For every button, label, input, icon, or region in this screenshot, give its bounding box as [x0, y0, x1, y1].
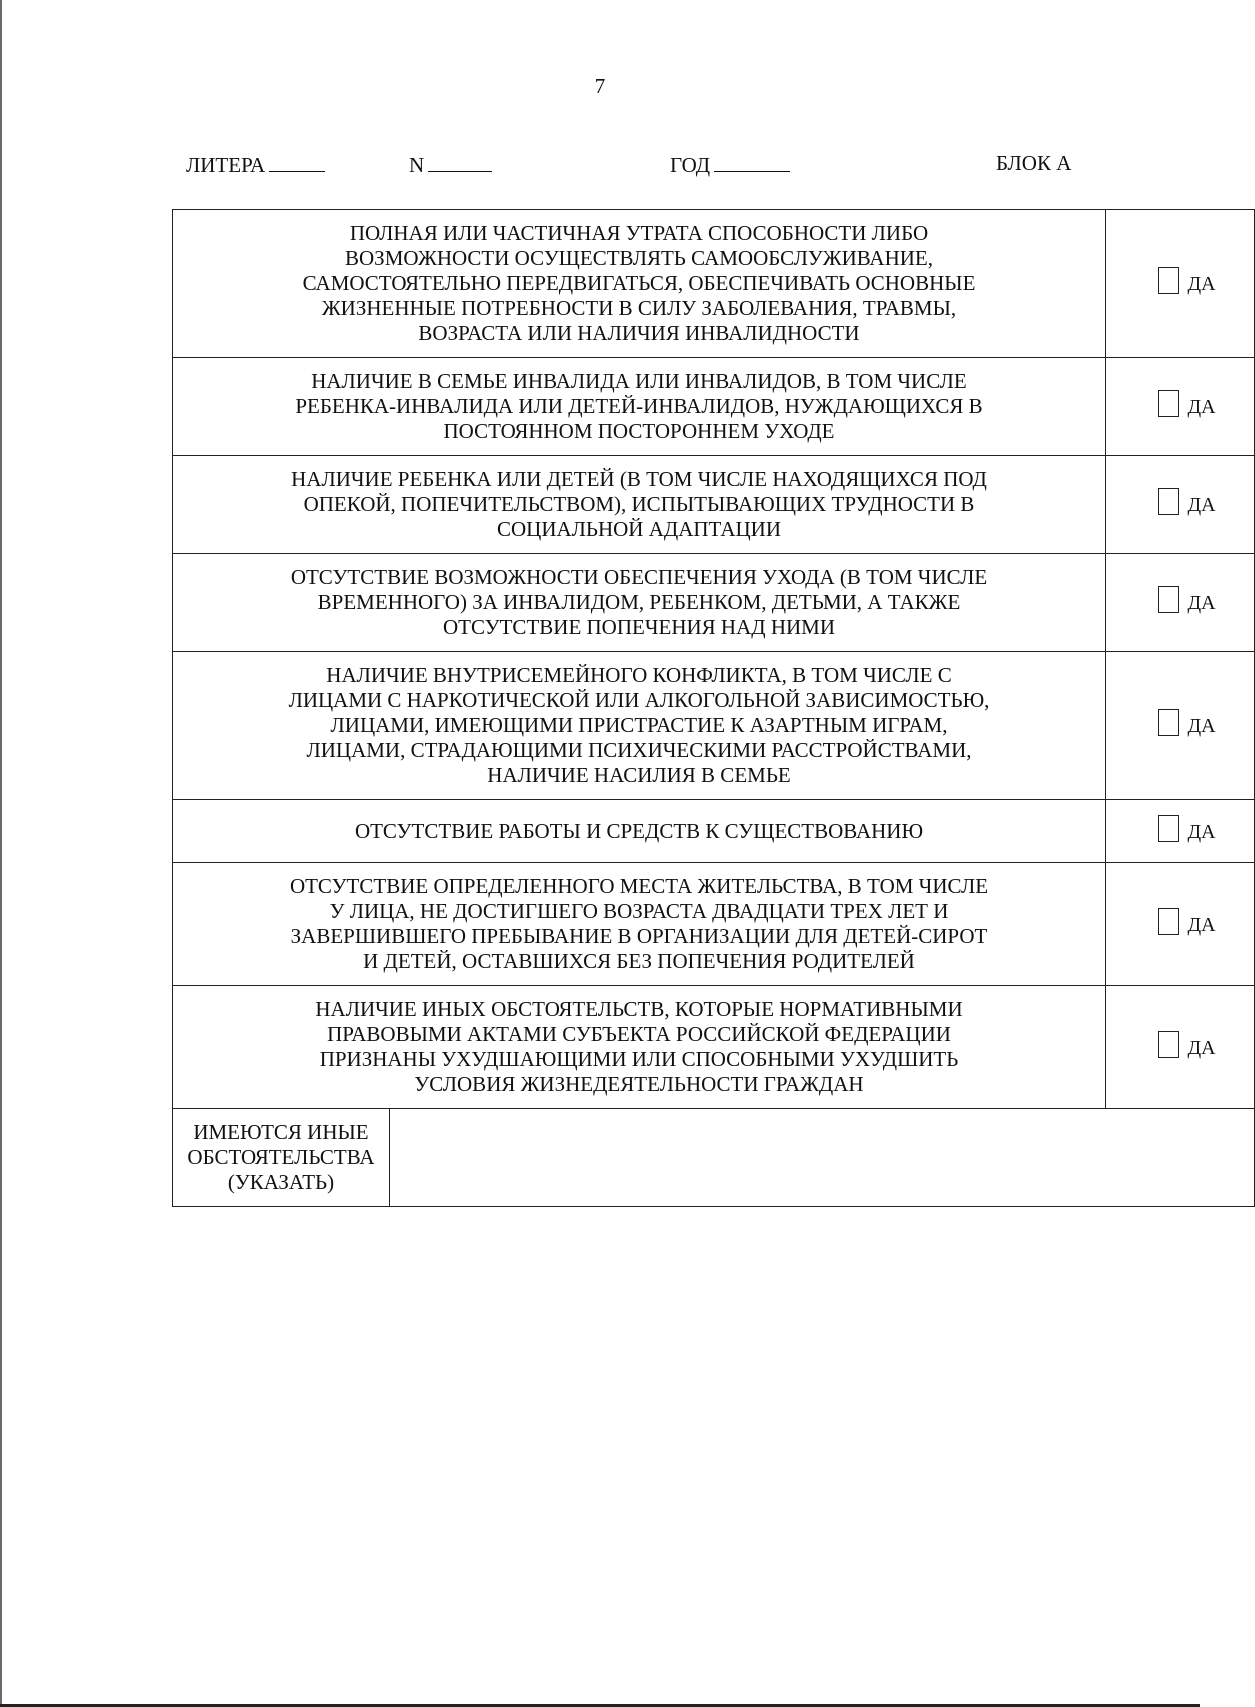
yes-label: ДА: [1187, 820, 1216, 843]
condition-line: ЖИЗНЕННЫЕ ПОТРЕБНОСТИ В СИЛУ ЗАБОЛЕВАНИЯ, ТРАВМЫ,: [321, 296, 957, 320]
yes-checkbox[interactable]: [1158, 709, 1179, 736]
answer-cell: [1106, 986, 1255, 1109]
yes-option[interactable]: [1158, 390, 1215, 417]
answer-cell: [1106, 554, 1255, 652]
yes-label: ДА: [1187, 494, 1216, 516]
condition-text: [173, 863, 1106, 986]
condition-line: ЛИЦАМИ, ИМЕЮЩИМИ ПРИСТРАСТИЕ К АЗАРТНЫМ ИГРАМ,: [330, 713, 948, 737]
condition-line: ПРАВОВЫМИ АКТАМИ СУБЪЕКТА РОССИЙСКОЙ ФЕДЕРАЦИИ: [327, 1022, 951, 1046]
litera-field: [186, 151, 325, 177]
yes-label: ДА: [1187, 913, 1216, 936]
condition-text: [173, 456, 1106, 554]
condition-row: [173, 800, 1255, 863]
yes-option[interactable]: [1158, 488, 1215, 515]
condition-row: [173, 986, 1255, 1109]
condition-line: У ЛИЦА, НЕ ДОСТИГШЕГО ВОЗРАСТА ДВАДЦАТИ ТРЕХ ЛЕТ И: [329, 899, 949, 923]
condition-row: [173, 456, 1255, 554]
scan-left-edge: [0, 0, 2, 1707]
condition-line: ОТСУТСТВИЕ ПОПЕЧЕНИЯ НАД НИМИ: [443, 615, 835, 639]
condition-line: ЛИЦАМИ С НАРКОТИЧЕСКОЙ ИЛИ АЛКОГОЛЬНОЙ ЗАВИСИМОСТЬЮ,: [288, 688, 990, 712]
condition-line: ОТСУТСТВИЕ ОПРЕДЕЛЕННОГО МЕСТА ЖИТЕЛЬСТВА, В ТОМ ЧИСЛЕ: [289, 874, 989, 898]
year-label: ГОД: [670, 153, 711, 177]
condition-line: ПОЛНАЯ ИЛИ ЧАСТИЧНАЯ УТРАТА СПОСОБНОСТИ ЛИБО: [349, 221, 929, 245]
condition-line: НАЛИЧИЕ В СЕМЬЕ ИНВАЛИДА ИЛИ ИНВАЛИДОВ, В ТОМ ЧИСЛЕ: [311, 369, 967, 393]
number-label: N: [409, 153, 425, 177]
yes-checkbox[interactable]: [1158, 390, 1179, 417]
yes-option[interactable]: [1158, 908, 1215, 935]
condition-text: [173, 210, 1106, 358]
condition-line: УСЛОВИЯ ЖИЗНЕДЕЯТЕЛЬНОСТИ ГРАЖДАН: [414, 1072, 864, 1096]
condition-line: ПРИЗНАНЫ УХУДШАЮЩИМИ ИЛИ СПОСОБНЫМИ УХУДШИТЬ: [319, 1047, 959, 1071]
condition-line: ОТСУТСТВИЕ РАБОТЫ И СРЕДСТВ К СУЩЕСТВОВАНИЮ: [354, 818, 924, 843]
other-circumstances-label: [173, 1109, 390, 1207]
condition-row: [173, 863, 1255, 986]
circumstances-rows: [173, 210, 1255, 1207]
answer-cell: [1106, 210, 1255, 358]
other-circumstances-row: [173, 1109, 1255, 1207]
yes-checkbox[interactable]: [1158, 267, 1179, 294]
yes-checkbox[interactable]: [1158, 488, 1179, 515]
circumstances-table: [172, 209, 1255, 1207]
other-label-line: (УКАЗАТЬ): [227, 1170, 335, 1194]
answer-cell: [1106, 456, 1255, 554]
condition-text: [173, 358, 1106, 456]
condition-text: [173, 554, 1106, 652]
yes-label: ДА: [1187, 592, 1216, 614]
year-blank[interactable]: [714, 151, 790, 172]
condition-line: ЛИЦАМИ, СТРАДАЮЩИМИ ПСИХИЧЕСКИМИ РАССТРОЙСТВАМИ,: [306, 738, 972, 762]
other-label-line: ИМЕЮТСЯ ИНЫЕ: [193, 1120, 369, 1144]
year-field: [670, 151, 790, 177]
answer-cell: [1106, 358, 1255, 456]
other-circumstances-field[interactable]: [390, 1109, 1255, 1207]
condition-text: [173, 986, 1106, 1109]
condition-row: [173, 652, 1255, 800]
condition-text: [173, 800, 1106, 863]
litera-label: ЛИТЕРА: [186, 153, 266, 177]
answer-cell: [1106, 652, 1255, 800]
yes-label: ДА: [1187, 273, 1216, 295]
condition-line: ОТСУТСТВИЕ ВОЗМОЖНОСТИ ОБЕСПЕЧЕНИЯ УХОДА (В ТОМ ЧИСЛЕ: [290, 565, 988, 589]
yes-option[interactable]: [1158, 815, 1215, 842]
condition-line: НАЛИЧИЕ ВНУТРИСЕМЕЙНОГО КОНФЛИКТА, В ТОМ ЧИСЛЕ С: [326, 663, 952, 687]
yes-checkbox[interactable]: [1158, 1031, 1179, 1058]
page-number: 7: [594, 74, 606, 98]
condition-line: ВОЗМОЖНОСТИ ОСУЩЕСТВЛЯТЬ САМООБСЛУЖИВАНИЕ,: [345, 246, 933, 270]
condition-row: [173, 554, 1255, 652]
yes-option[interactable]: [1158, 709, 1215, 736]
yes-checkbox[interactable]: [1158, 908, 1179, 935]
condition-row: [173, 210, 1255, 358]
condition-row: [173, 358, 1255, 456]
litera-blank[interactable]: [269, 151, 325, 172]
yes-label: ДА: [1187, 1036, 1216, 1059]
condition-line: НАЛИЧИЕ НАСИЛИЯ В СЕМЬЕ: [487, 763, 791, 787]
number-blank[interactable]: [428, 151, 492, 172]
yes-option[interactable]: [1158, 1031, 1215, 1058]
yes-checkbox[interactable]: [1158, 815, 1179, 842]
number-field: [409, 151, 492, 177]
condition-line: ВОЗРАСТА ИЛИ НАЛИЧИЯ ИНВАЛИДНОСТИ: [418, 321, 860, 345]
yes-option[interactable]: [1158, 586, 1215, 613]
condition-line: ВРЕМЕННОГО) ЗА ИНВАЛИДОМ, РЕБЕНКОМ, ДЕТЬМИ, А ТАКЖЕ: [317, 590, 961, 614]
answer-cell: [1106, 863, 1255, 986]
condition-line: ПОСТОЯННОМ ПОСТОРОННЕМ УХОДЕ: [443, 419, 835, 443]
condition-line: НАЛИЧИЕ ИНЫХ ОБСТОЯТЕЛЬСТВ, КОТОРЫЕ НОРМАТИВНЫМИ: [315, 997, 963, 1021]
condition-line: И ДЕТЕЙ, ОСТАВШИХСЯ БЕЗ ПОПЕЧЕНИЯ РОДИТЕЛЕЙ: [363, 949, 915, 973]
condition-line: НАЛИЧИЕ РЕБЕНКА ИЛИ ДЕТЕЙ (В ТОМ ЧИСЛЕ НАХОДЯЩИХСЯ ПОД: [291, 467, 987, 491]
other-label-line: ОБСТОЯТЕЛЬСТВА: [187, 1145, 375, 1169]
condition-line: РЕБЕНКА-ИНВАЛИДА ИЛИ ДЕТЕЙ-ИНВАЛИДОВ, НУЖДАЮЩИХСЯ В: [295, 394, 983, 418]
answer-cell: [1106, 800, 1255, 863]
condition-line: ОПЕКОЙ, ПОПЕЧИТЕЛЬСТВОМ), ИСПЫТЫВАЮЩИХ ТРУДНОСТИ В: [303, 492, 975, 516]
yes-label: ДА: [1187, 396, 1216, 418]
yes-option[interactable]: [1158, 267, 1215, 294]
condition-text: [173, 652, 1106, 800]
condition-line: САМОСТОЯТЕЛЬНО ПЕРЕДВИГАТЬСЯ, ОБЕСПЕЧИВАТЬ ОСНОВНЫЕ: [302, 271, 976, 295]
condition-line: СОЦИАЛЬНОЙ АДАПТАЦИИ: [497, 517, 781, 541]
yes-checkbox[interactable]: [1158, 586, 1179, 613]
yes-label: ДА: [1187, 715, 1216, 737]
condition-line: ЗАВЕРШИВШЕГО ПРЕБЫВАНИЕ В ОРГАНИЗАЦИИ ДЛЯ ДЕТЕЙ-СИРОТ: [290, 924, 988, 948]
block-label: БЛОК А: [996, 151, 1072, 175]
